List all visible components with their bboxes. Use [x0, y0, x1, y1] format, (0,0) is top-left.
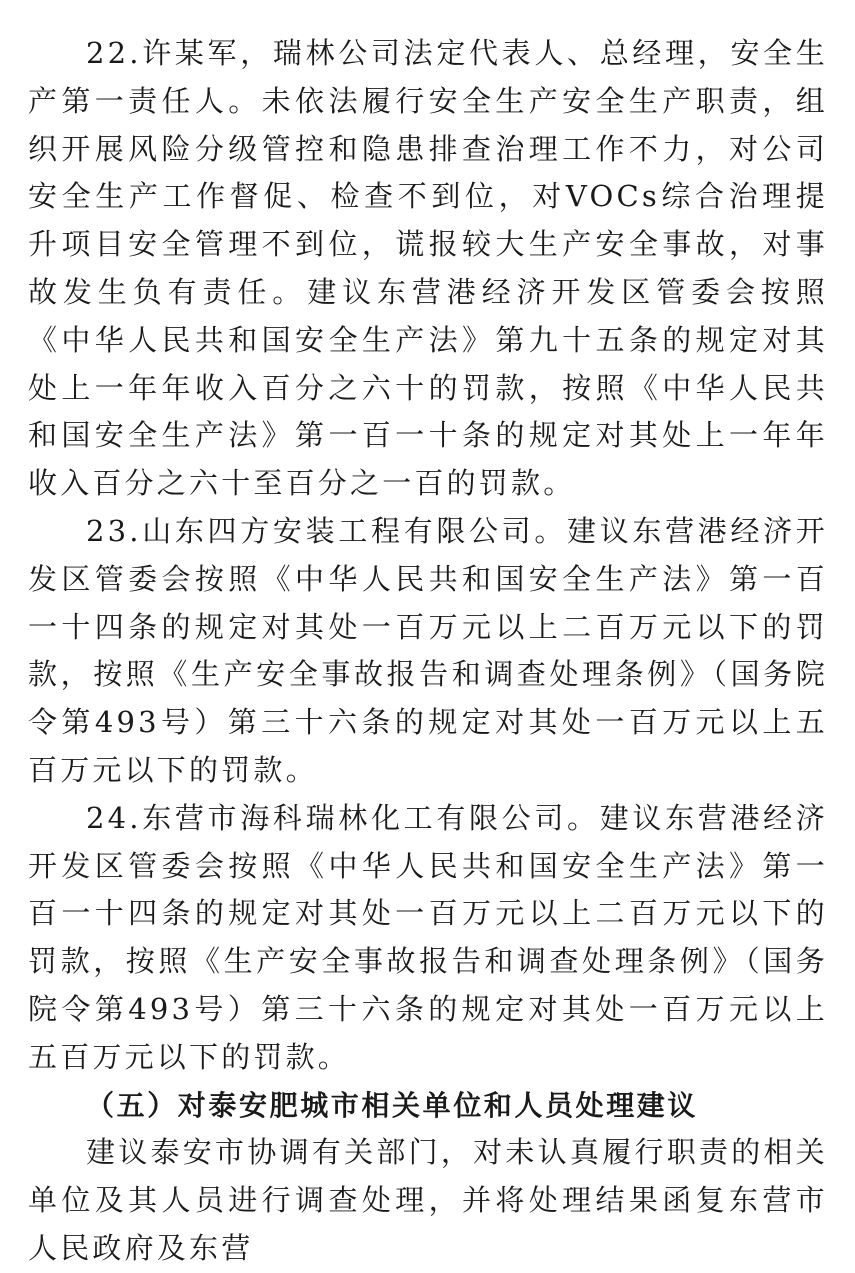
section-heading: （五）对泰安肥城市相关单位和人员处理建议	[86, 1088, 699, 1122]
paragraph-item-22: 22.许某军，瑞林公司法定代表人、总经理，安全生产第一责任人。未依法履行安全生产安全生产职责，组织开展风险分级管控和隐患排查治理工作不力，对公司安全生产工作督促、检查不到位，对VOCs综合治理提升项目安全管理不到位，谎报较大生产安全事故，对事故发生负有责任。建议东营港经济开发区管委会按照《中华人民共和国安全生产法》第九十五条的规定对其处上一年年收入百分之六十的罚款，按照《中华人民共和国安全生产法》第一百一十条的规定对其处上一年年收入百分之六十至百分之一百的罚款。	[28, 36, 828, 501]
closing-paragraph: 建议泰安市协调有关部门，对未认真履行职责的相关单位及其人员进行调查处理，并将处理结果函复东营市人民政府及东营	[28, 1135, 828, 1265]
paragraph-item-24: 24.东营市海科瑞林化工有限公司。建议东营港经济开发区管委会按照《中华人民共和国安全生产法》第一百一十四条的规定对其处一百万元以上二百万元以下的罚款，按照《生产安全事故报告和调查处理条例》（国务院令第493号）第三十六条的规定对其处一百万元以上五百万元以下的罚款。	[28, 800, 828, 1074]
document-body	[28, 30, 828, 1273]
paragraph-item-23: 23.山东四方安装工程有限公司。建议东营港经济开发区管委会按照《中华人民共和国安全生产法》第一百一十四条的规定对其处一百万元以上二百万元以下的罚款，按照《生产安全事故报告和调查处理条例》（国务院令第493号）第三十六条的规定对其处一百万元以上五百万元以下的罚款。	[28, 513, 828, 787]
